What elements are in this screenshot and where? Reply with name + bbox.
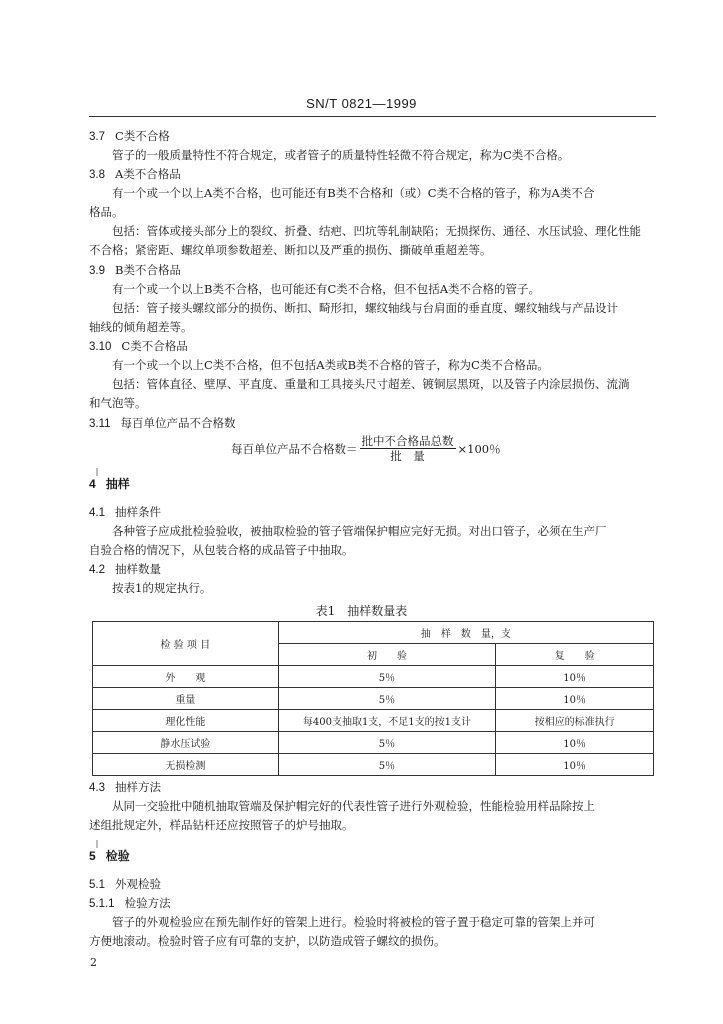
row-item: 重量: [93, 688, 279, 710]
row-first: 5％: [278, 688, 496, 710]
section-3-8-paragraph-1: 有一个或一个以上A类不合格，也可能还有B类不合格和（或）C类不合格的管子，称为A类不合: [112, 186, 595, 200]
row-first: 5％: [278, 754, 496, 776]
section-4-1-paragraph-1: 各种管子应成批检验验收，被抽取检验的管子管端保护帽应完好无损。对出口管子，必须在生产厂: [112, 524, 607, 538]
section-4-1-heading: [89, 505, 161, 520]
header-item: 检 验 项 目: [93, 622, 279, 666]
section-number: 5: [89, 849, 96, 863]
sampling-table: [92, 621, 654, 776]
section-5-1-1-paragraph-1-cont: 方便地滚动。检验时管子应有可靠的支护，以防造成管子螺纹的损伤。: [89, 934, 446, 948]
row-item: 理化性能: [93, 710, 279, 732]
header-sample-quantity: 抽 样 数 量，支: [278, 622, 653, 644]
section-title: C类不合格: [115, 129, 170, 143]
section-title: 抽样方法: [115, 780, 161, 794]
section-title: 抽样数量: [115, 562, 161, 576]
defect-rate-formula: [231, 434, 501, 463]
section-title: A类不合格品: [115, 167, 181, 181]
section-number: 4.1: [89, 507, 105, 519]
section-3-9-paragraph-2: 包括：管子接头螺纹部分的损伤、断扣、畸形扣，螺纹轴线与台肩面的垂直度、螺纹轴线与产品设计: [112, 301, 618, 315]
table-row: [93, 754, 654, 776]
page-number: 2: [90, 956, 97, 969]
section-title: 抽样条件: [115, 505, 161, 519]
section-number: 4.3: [89, 782, 105, 794]
section-title: C类不合格品: [121, 339, 188, 353]
section-5-heading: [89, 849, 130, 863]
section-number: 3.11: [89, 418, 111, 430]
section-3-8-paragraph-2-cont: 不合格；紧密距、螺纹单项参数超差、断扣以及严重的损伤、撕破单重超差等。: [89, 243, 492, 257]
section-4-3-paragraph-1: 从同一交验批中随机抽取管端及保护帽完好的代表性管子进行外观检验，性能检验用样品除按上: [112, 799, 595, 813]
table-row: [93, 732, 654, 754]
table-row: [93, 688, 654, 710]
row-first: 每400支抽取1支，不足1支的按1支计: [278, 710, 496, 732]
row-second: 10％: [496, 754, 654, 776]
binding-mark: [96, 468, 98, 476]
row-first: 5％: [278, 666, 496, 688]
header-first-inspection: 初 验: [278, 644, 496, 666]
row-item: 静水压试验: [93, 732, 279, 754]
section-4-2-heading: [89, 562, 161, 577]
section-number: 4: [89, 477, 96, 491]
section-3-8-paragraph-1-cont: 格品。: [89, 205, 124, 219]
section-3-7-text: 管子的一般质量特性不符合规定，或者管子的质量特性轻微不符合规定，称为C类不合格。: [112, 148, 570, 162]
header-rule: [89, 116, 656, 117]
section-number: 3.9: [89, 265, 105, 277]
section-number: 3.8: [89, 169, 105, 181]
row-first: 5％: [278, 732, 496, 754]
section-title: 抽样: [105, 477, 130, 491]
row-second: 按相应的标准执行: [496, 710, 654, 732]
section-title: 外观检验: [115, 877, 161, 891]
section-3-9-paragraph-1: 有一个或一个以上B类不合格，也可能还有C类不合格，但不包括A类不合格的管子。: [112, 282, 541, 296]
section-number: 3.7: [89, 131, 105, 143]
section-4-3-heading: [89, 780, 161, 795]
section-3-11-heading: [89, 416, 236, 431]
table-row: [93, 666, 654, 688]
table-row: [93, 710, 654, 732]
section-4-1-paragraph-1-cont: 自验合格的情况下，从包装合格的成品管子中抽取。: [89, 543, 354, 557]
section-3-8-paragraph-2: 包括：管体或接头部分上的裂纹、折叠、结疤、凹坑等轧制缺陷；无损探伤、通径、水压试验、理化性能: [112, 224, 641, 238]
section-title: 每百单位产品不合格数: [120, 416, 236, 430]
section-3-10-paragraph-2: 包括：管体直径、壁厚、平直度、重量和工具接头尺寸超差、镀铜层黑斑，以及管子内涂层损伤、流淌: [112, 377, 630, 391]
header-re-inspection: 复 验: [496, 644, 654, 666]
section-number: 3.10: [89, 341, 112, 353]
section-3-8-heading: [89, 167, 181, 182]
table-caption: 表1 抽样数量表: [315, 604, 408, 618]
section-3-10-heading: [89, 339, 188, 354]
section-4-heading: [89, 477, 130, 491]
row-item: 无损检测: [93, 754, 279, 776]
row-second: 10％: [496, 688, 654, 710]
section-3-10-paragraph-1: 有一个或一个以上C类不合格，但不包括A类或B类不合格的管子，称为C类不合格品。: [112, 358, 549, 372]
formula-denominator: 批 量: [390, 449, 425, 463]
row-item: 外 观: [93, 666, 279, 688]
section-3-7-heading: [89, 129, 170, 144]
section-4-3-paragraph-1-cont: 述组批规定外，样品钻杆还应按照管子的炉号抽取。: [89, 818, 354, 832]
section-3-10-paragraph-2-cont: 和气泡等。: [89, 396, 147, 410]
section-3-9-paragraph-2-cont: 轴线的倾角超差等。: [89, 320, 193, 334]
formula-numerator: 批中不合格品总数: [361, 434, 454, 448]
section-3-9-heading: [89, 263, 181, 278]
formula-lhs: 每百单位产品不合格数＝: [231, 441, 358, 456]
section-5-1-1-paragraph-1: 管子的外观检验应在预先制作好的管架上进行。检验时将被检的管子置于稳定可靠的管架上并可: [112, 915, 595, 929]
row-second: 10％: [496, 666, 654, 688]
section-title: B类不合格品: [115, 263, 181, 277]
binding-mark: [96, 840, 98, 848]
row-second: 10％: [496, 732, 654, 754]
page-header: SN/T 0821—1999: [306, 96, 417, 111]
section-title: 检验方法: [124, 896, 171, 910]
section-title: 检验: [105, 849, 130, 863]
section-5-1-heading: [89, 877, 161, 892]
section-number: 4.2: [89, 564, 105, 576]
formula-rhs: ×100％: [457, 441, 501, 456]
formula-fraction: [360, 434, 456, 463]
section-number: 5.1: [89, 879, 105, 891]
section-5-1-1-heading: [89, 896, 171, 911]
section-4-2-paragraph-1: 按表1的规定执行。: [112, 581, 212, 595]
section-number: 5.1.1: [89, 898, 115, 910]
